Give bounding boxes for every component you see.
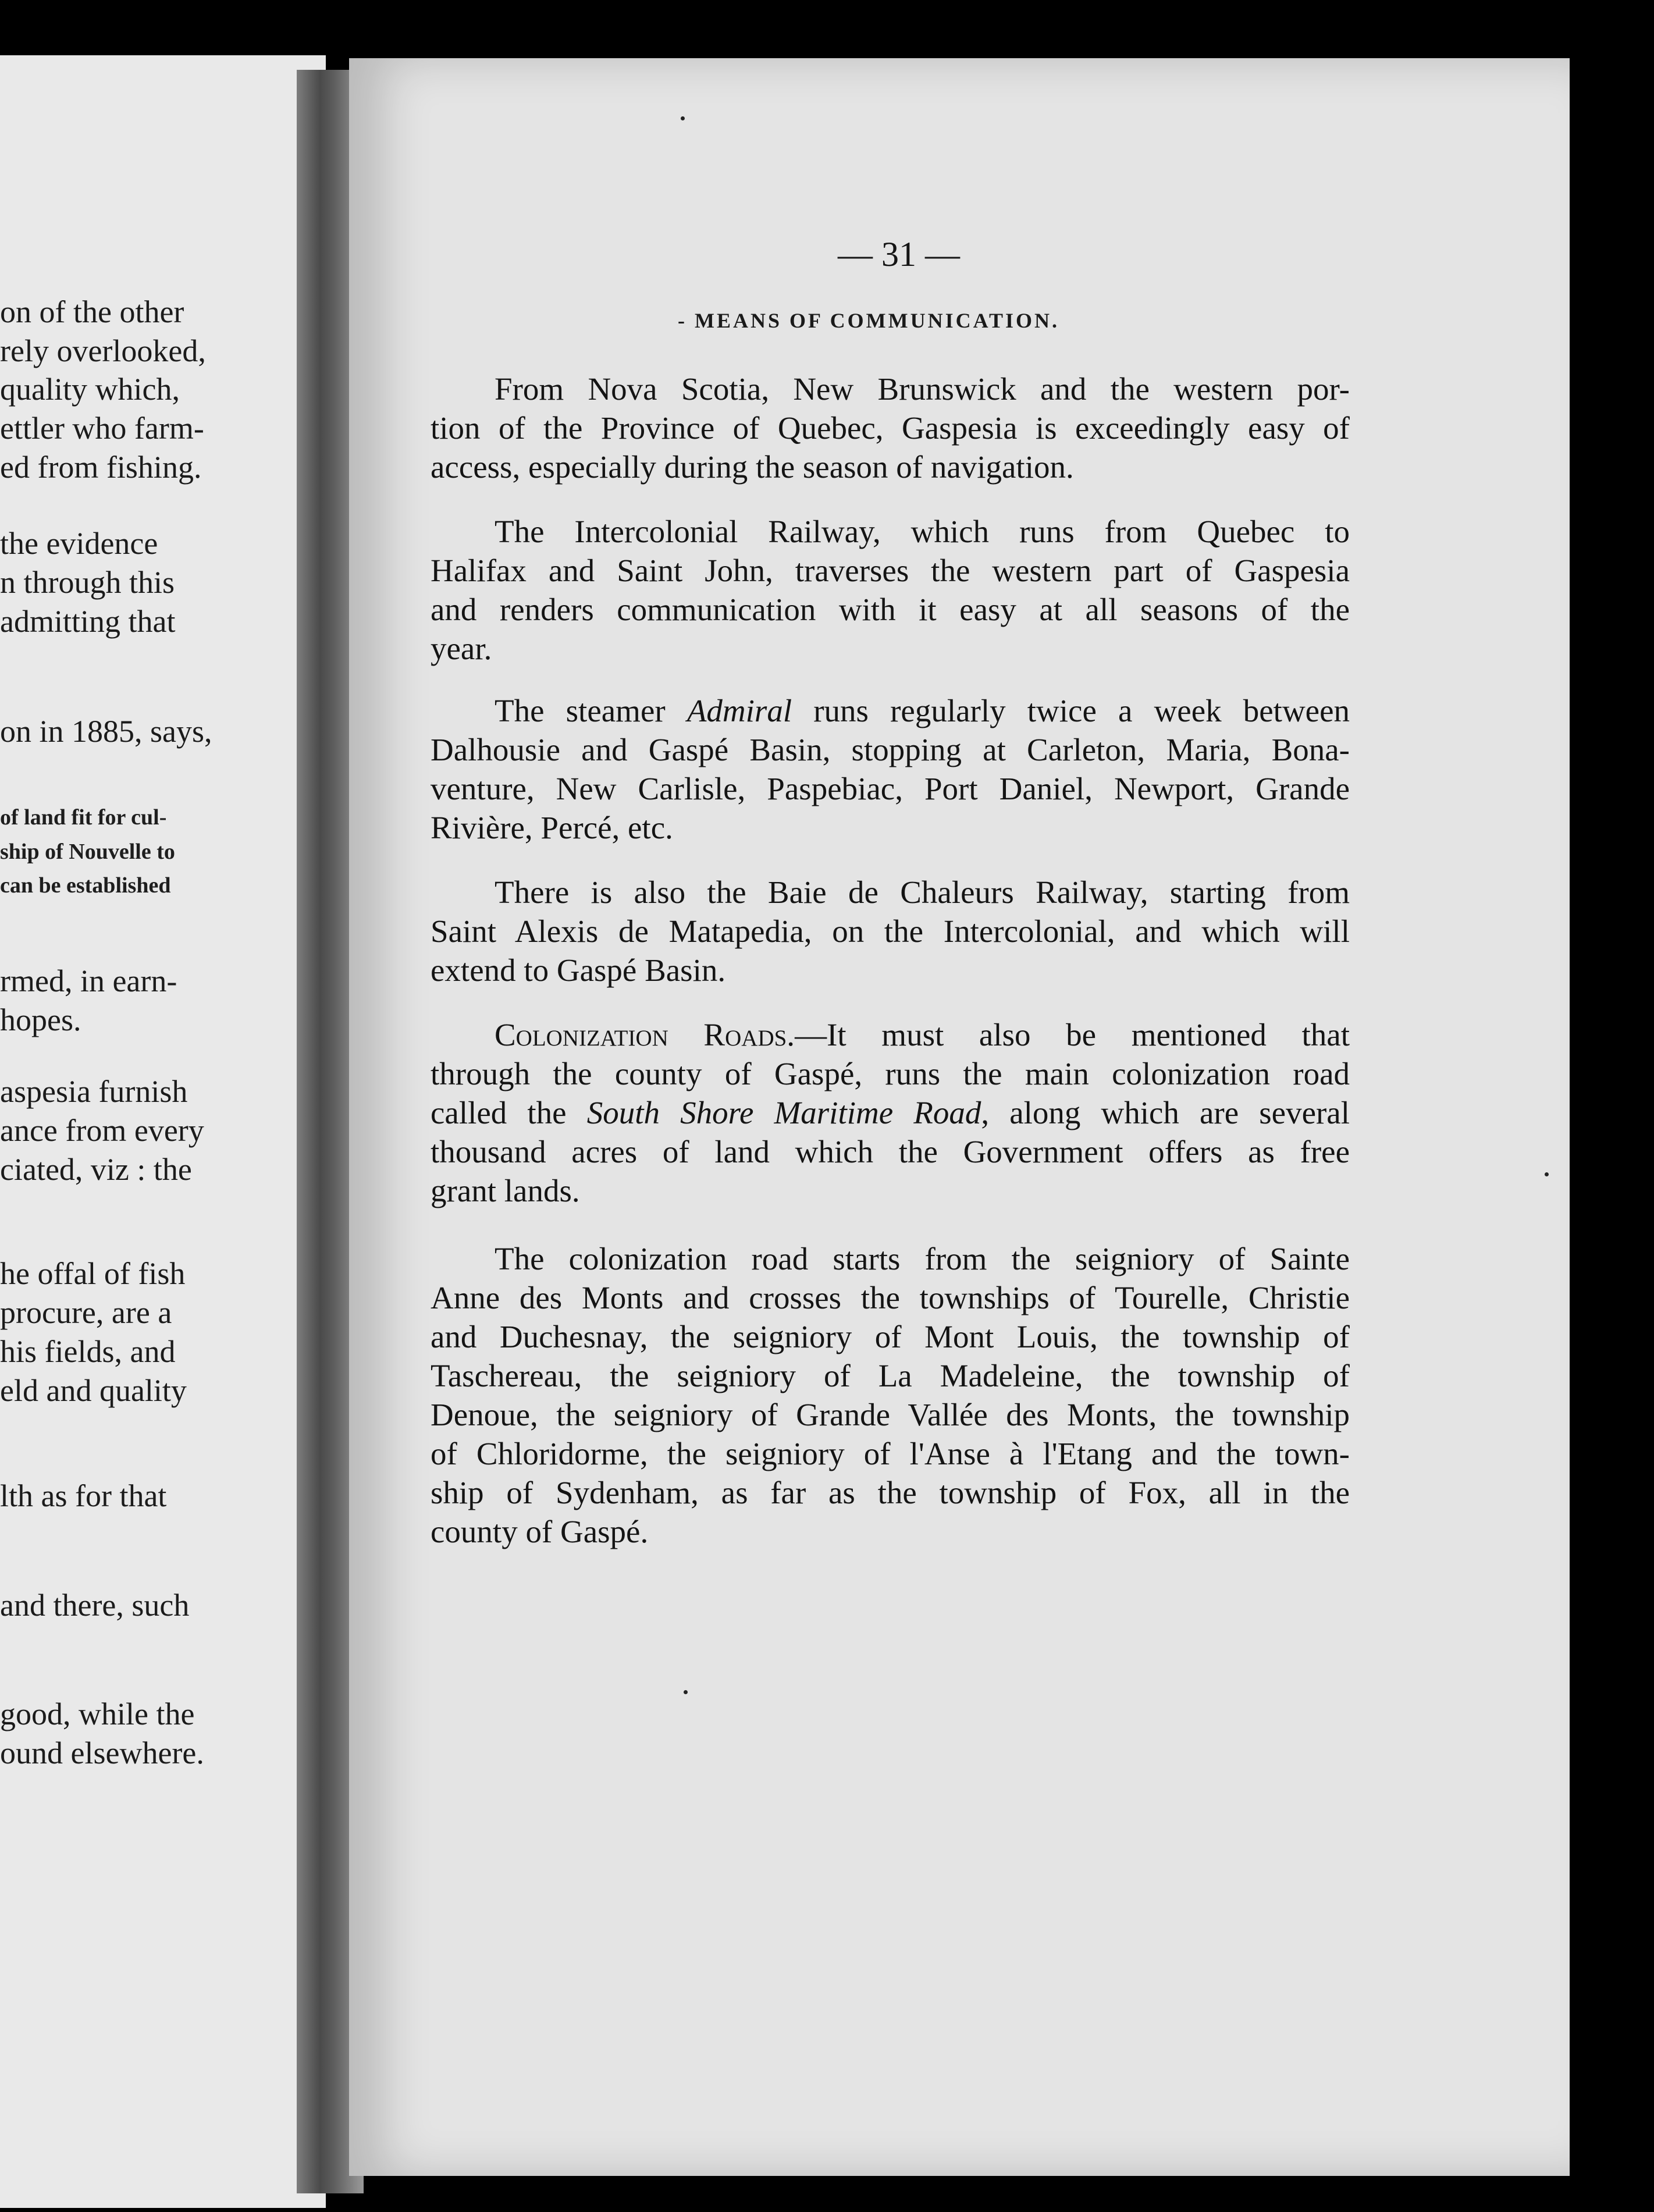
page-number: — 31 — bbox=[838, 235, 960, 273]
paragraph bbox=[431, 369, 1350, 486]
paragraph bbox=[431, 512, 1350, 668]
paragraph-line: The steamer Admiral runs regularly twice a week between bbox=[495, 693, 1350, 728]
paragraph-line: year. bbox=[431, 631, 492, 666]
left-page-line: quality which, bbox=[0, 372, 180, 407]
paragraph bbox=[431, 873, 1350, 990]
paragraph-line: tion of the Province of Quebec, Gaspesia is exceedingly easy of bbox=[431, 410, 1350, 446]
paragraph-line: Taschereau, the seigniory of La Madeleine, the township of bbox=[431, 1358, 1350, 1393]
left-page-line: ed from fishing. bbox=[0, 450, 202, 485]
paragraph-line: Dalhousie and Gaspé Basin, stopping at Carleton, Maria, Bona- bbox=[431, 732, 1350, 767]
paragraph-line: Anne des Monts and crosses the townships of Tourelle, Christie bbox=[431, 1280, 1350, 1315]
paragraph-line: thousand acres of land which the Government offers as free bbox=[431, 1134, 1350, 1169]
paragraph-line: Halifax and Saint John, traverses the western part of Gaspesia bbox=[431, 553, 1350, 588]
left-page-line: ciated, viz : the bbox=[0, 1152, 192, 1187]
dust-speck bbox=[1545, 1172, 1549, 1176]
paragraph-line: venture, New Carlisle, Paspebiac, Port Daniel, Newport, Grande bbox=[431, 771, 1350, 806]
left-page-line: eld and quality bbox=[0, 1373, 187, 1408]
left-page-line: rmed, in earn- bbox=[0, 963, 177, 998]
paragraph-line: and renders communication with it easy at all seasons of the bbox=[431, 592, 1350, 627]
paragraph-line: extend to Gaspé Basin. bbox=[431, 952, 726, 988]
paragraph bbox=[431, 1239, 1350, 1551]
left-page-line: he offal of fish bbox=[0, 1256, 186, 1291]
paragraph-line: There is also the Baie de Chaleurs Railway, starting from bbox=[495, 874, 1350, 910]
left-page-line: and there, such bbox=[0, 1588, 190, 1623]
left-page-line: procure, are a bbox=[0, 1295, 172, 1330]
left-page-line: his fields, and bbox=[0, 1334, 176, 1369]
left-page-line: n through this bbox=[0, 565, 175, 600]
left-page-line: good, while the bbox=[0, 1697, 195, 1731]
paragraph-line: and Duchesnay, the seigniory of Mont Louis, the township of bbox=[431, 1319, 1350, 1354]
left-page-line: ance from every bbox=[0, 1113, 204, 1148]
dust-speck bbox=[681, 116, 685, 120]
paragraph-line: The colonization road starts from the seigniory of Sainte bbox=[495, 1241, 1350, 1276]
paragraph-line: of Chloridorme, the seigniory of l'Anse à l'Etang and the town- bbox=[431, 1436, 1350, 1471]
paragraph bbox=[431, 1015, 1350, 1210]
paragraph-line: access, especially during the season of navigation. bbox=[431, 449, 1074, 485]
left-page-line: the evidence bbox=[0, 526, 158, 561]
dust-speck bbox=[684, 1690, 688, 1694]
left-page-line: on in 1885, says, bbox=[0, 714, 212, 749]
left-page-line: hopes. bbox=[0, 1002, 81, 1037]
left-page-footnote-line: ship of Nouvelle to bbox=[0, 840, 175, 864]
paragraph-line: The Intercolonial Railway, which runs from Quebec to bbox=[495, 514, 1350, 549]
section-heading: - MEANS OF COMMUNICATION. bbox=[678, 309, 1059, 332]
paragraph-line: From Nova Scotia, New Brunswick and the western por- bbox=[495, 371, 1350, 407]
left-page-footnote-line: can be established bbox=[0, 873, 171, 898]
paragraph-line: Rivière, Percé, etc. bbox=[431, 810, 673, 845]
left-page-footnote-line: of land fit for cul- bbox=[0, 805, 167, 830]
left-page-line: on of the other bbox=[0, 294, 184, 329]
left-page-line: ettler who farm- bbox=[0, 411, 204, 446]
paragraph-line: Colonization Roads.—It must also be mentioned that bbox=[495, 1017, 1350, 1052]
left-page-line: aspesia furnish bbox=[0, 1074, 188, 1109]
paragraph-line: ship of Sydenham, as far as the township of Fox, all in the bbox=[431, 1475, 1350, 1510]
left-page-line: ound elsewhere. bbox=[0, 1736, 204, 1770]
paragraph-line: Saint Alexis de Matapedia, on the Intercolonial, and which will bbox=[431, 913, 1350, 949]
paragraph bbox=[431, 691, 1350, 847]
paragraph-line: county of Gaspé. bbox=[431, 1514, 649, 1549]
left-page-line: admitting that bbox=[0, 604, 176, 639]
paragraph-line: grant lands. bbox=[431, 1173, 580, 1208]
paragraph-line: Denoue, the seigniory of Grande Vallée des Monts, the township bbox=[431, 1397, 1350, 1432]
left-page-line: lth as for that bbox=[0, 1478, 167, 1513]
paragraph-line: called the South Shore Maritime Road, along which are several bbox=[431, 1095, 1350, 1130]
paragraph-line: through the county of Gaspé, runs the main colonization road bbox=[431, 1056, 1350, 1091]
left-page-line: rely overlooked, bbox=[0, 333, 206, 368]
